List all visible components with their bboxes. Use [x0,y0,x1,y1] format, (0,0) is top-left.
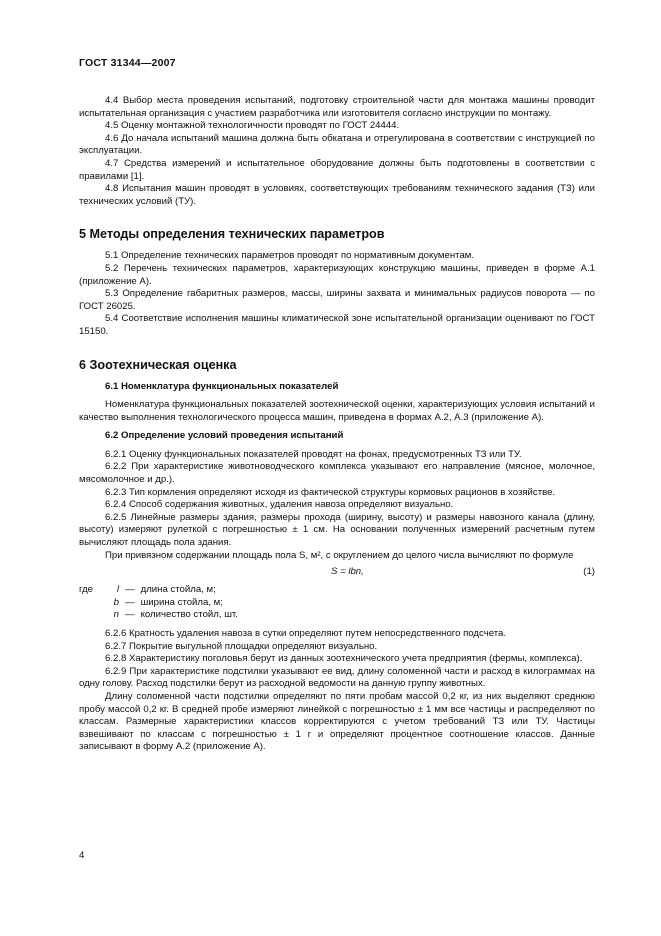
paragraph-6-2-5: 6.2.5 Линейные размеры здания, размеры прохода (ширину, высоту) и размеры навозного канала (длину, высоту) измеряют рулеткой с погрешностью ± 1 см. На основании полученных измерений расчетным путем вычисляют площадь пола здания. [79,511,595,549]
document-body [79,95,595,754]
subsection-6-1-heading: 6.1 Номенклатура функциональных показателей [105,380,339,392]
legend-text: длина стойла, м; [140,584,216,596]
subsection-6-2-heading: 6.2 Определение условий проведения испытаний [105,430,344,442]
section-5-heading: 5 Методы определения технических параметров [79,227,385,242]
paragraph-5-2: 5.2 Перечень технических параметров, характеризующих конструкцию машины, приведен в форме А.1 (приложение А). [79,262,595,287]
paragraph-6-2-4: 6.2.4 Способ содержания животных, удаления навоза определяют визуально. [105,499,454,511]
legend-symbol: n [113,609,119,621]
paragraph-6-2-6: 6.2.6 Кратность удаления навоза в сутки определяют путем непосредственного подсчета. [105,628,507,639]
section-6-heading: 6 Зоотехническая оценка [79,357,237,372]
paragraph-formula-intro: При привязном содержании площадь пола S, м², с округлением до целого числа вычисляют по формуле [105,549,574,561]
legend-prefix [79,597,101,610]
paragraph-6-2-9: 6.2.9 При характеристике подстилки указывают ее вид, длину соломенной части и расход в килограммах на одну голову. Расход подстилки берут из расходной ведомости на данную группу животных. [79,665,595,690]
legend-text: количество стойл, шт. [140,609,238,621]
legend-row: b — ширина стойла, м; [79,597,595,610]
paragraph-6-2-2: 6.2.2 При характеристике животноводческого комплекса указывают его направление (мясное, молочное, мясомолочное и др.). [79,461,595,486]
formula-1 [79,562,595,584]
formula-number: (1) [583,566,595,578]
paragraph-4-4: 4.4 Выбор места проведения испытаний, подготовку строительной части для монтажа машины проводит испытательная организация с участием разработчика или изготовителя согласно инструкции по монтажу. [79,95,595,119]
paragraph-6-1: Номенклатура функциональных показателей зоотехнической оценки, характеризующих условия испытаний и качество выполнения технологического процесса машин, приведена в формах А.2, А.3 (приложение А). [79,399,595,423]
legend-symbol: b [113,596,119,608]
legend-prefix: где [79,584,94,596]
legend-text: ширина стойла, м; [140,596,223,608]
document-header: ГОСТ 31344—2007 [79,57,176,69]
paragraph-6-2-7: 6.2.7 Покрытие выгульной площадки определяют визуально. [105,640,378,652]
paragraph-6-2-1: 6.2.1 Оценку функциональных показателей проводят на фонах, предусмотренных ТЗ или ТУ. [105,448,522,460]
paragraph-5-1: 5.1 Определение технических параметров проводят по нормативным документам. [105,250,475,262]
paragraph-straw-length: Длину соломенной части подстилки определяют по пяти пробам массой 0,2 кг, из них выделяют среднюю пробу массой 0,2 кг. В средней пробе измеряют линейкой с погрешностью ± 1 мм все частицы и распределяют по классам. Размерные характеристики классов корректируются с учетом требований ТЗ или ТУ. Частицы взвешивают по классам с погрешностью ± 1 г и определяют процентное соотношение классов. Данные записывают в форму А.2 (приложение А). [79,690,595,753]
page-number: 4 [79,850,85,861]
paragraph-6-2-8: 6.2.8 Характеристику поголовья берут из данных зоотехнического учета предприятия (фермы, комплекса). [105,653,583,665]
legend-symbol: l [116,584,119,596]
paragraph-4-8: 4.8 Испытания машин проводят в условиях, соответствующих требованиям технического задания (ТЗ) или технических условий (ТУ). [79,183,595,207]
paragraph-5-4: 5.4 Соответствие исполнения машины климатической зоне испытательной организации оценивают по ГОСТ 15150. [79,313,595,337]
legend-row: n — количество стойл, шт. [79,609,595,622]
legend-row: где l — длина стойла, м; [79,584,216,596]
paragraph-4-7: 4.7 Средства измерений и испытательное оборудование должны быть подготовлены в соответствии с правилами [1]. [79,157,595,182]
paragraph-6-2-3: 6.2.3 Тип кормления определяют исходя из фактической структуры кормовых рационов в хозяйстве. [105,486,556,498]
paragraph-5-3: 5.3 Определение габаритных размеров, массы, ширины захвата и минимальных радиусов поворота — по ГОСТ 26025. [79,288,595,312]
formula-expression: S = lbn, [331,566,364,578]
paragraph-4-5: 4.5 Оценку монтажной технологичности проводят по ГОСТ 24444. [105,120,400,132]
legend-prefix [79,609,101,622]
paragraph-4-6: 4.6 До начала испытаний машина должна быть обкатана и отрегулирована в соответствии с инструкцией по эксплуатации. [79,132,595,157]
formula-legend [79,584,595,622]
